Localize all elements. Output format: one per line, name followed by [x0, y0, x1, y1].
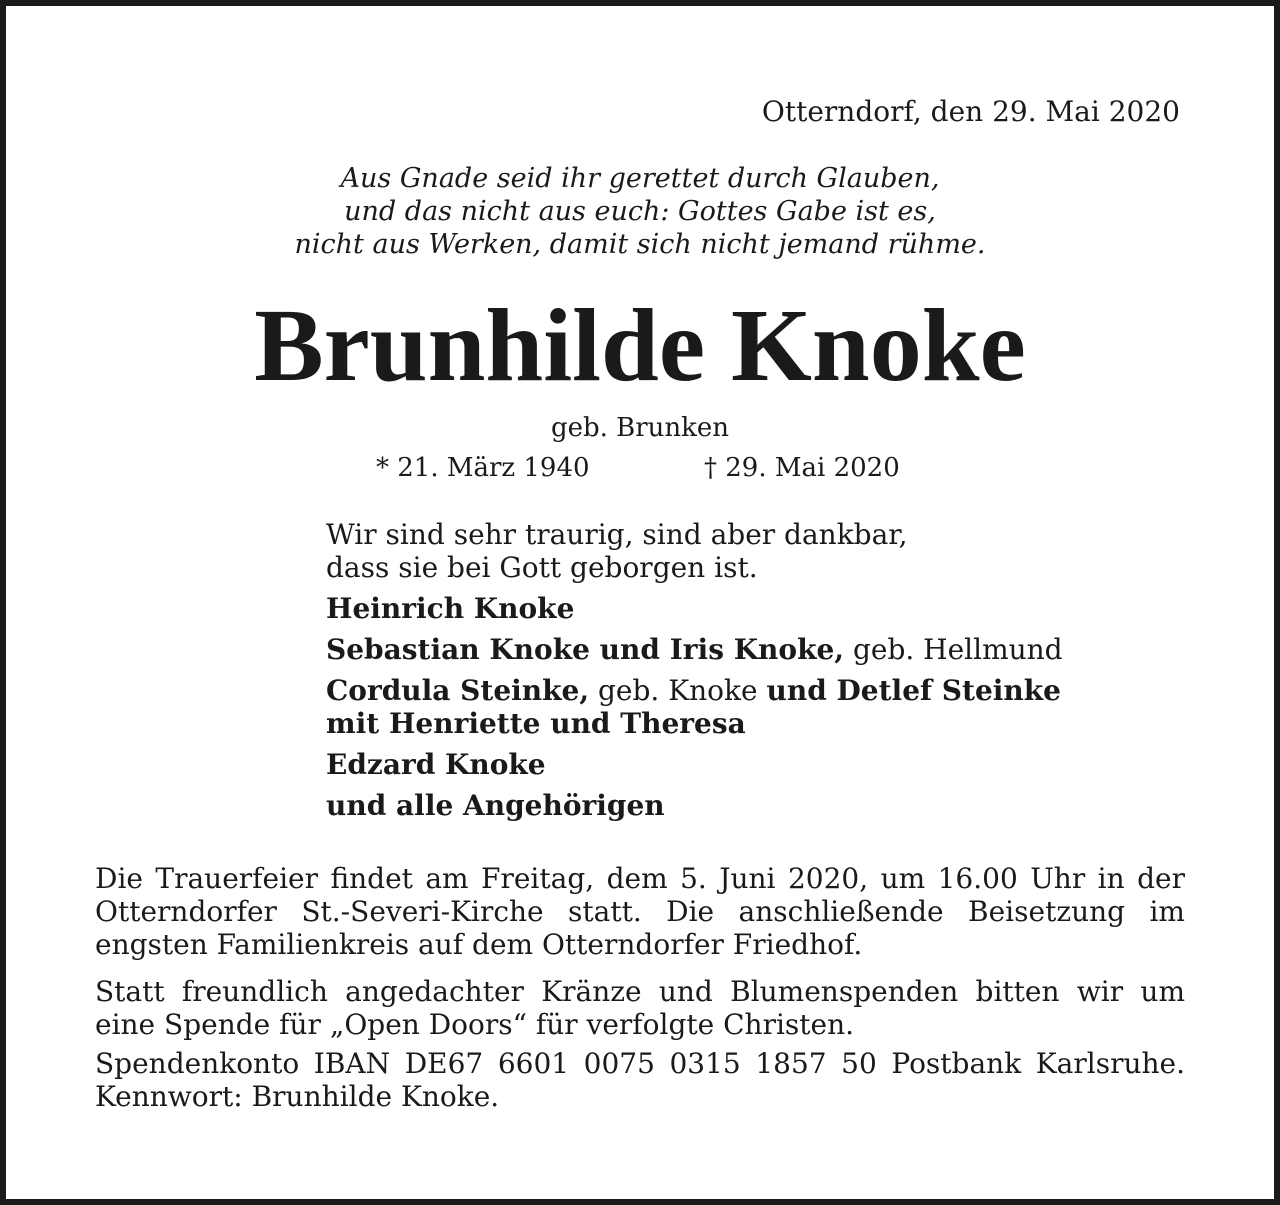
intro-line-2: dass sie bei Gott geborgen ist. [326, 551, 758, 584]
mourner-edzard [326, 748, 1063, 781]
donation-request: Statt freundlich angedachter Kränze und Blumenspenden bitten wir um eine Spende für „Open Doors“ für verfolgte Christen. [95, 975, 1185, 1041]
mourner-heinrich [326, 592, 1063, 625]
place-date: Otterndorf, den 29. Mai 2020 [761, 95, 1180, 128]
deceased-name: Brunhilde Knoke [254, 288, 1026, 403]
death-date: † 29. Mai 2020 [704, 453, 900, 483]
mourner-maiden: geb. Hellmund [844, 633, 1063, 666]
mourner-cordula [326, 674, 1063, 707]
mourner-maiden: geb. Knoke [589, 674, 767, 707]
mourner-children [326, 707, 1063, 740]
maiden-name: geb. Brunken [550, 413, 730, 443]
verse-line-3: nicht aus Werken, damit sich nicht jemand rühme. [294, 229, 986, 260]
mourners-block [326, 518, 1063, 822]
mourner-name: mit Henriette und Theresa [326, 707, 746, 740]
bible-verse [6, 162, 1274, 261]
intro-line-1: Wir sind sehr traurig, sind aber dankbar, [326, 518, 908, 551]
mourner-all [326, 789, 1063, 822]
birth-date: * 21. März 1940 [376, 453, 590, 483]
mourner-name: Heinrich Knoke [326, 592, 575, 625]
verse-line-1: Aus Gnade seid ihr gerettet durch Glauben, [340, 163, 940, 194]
mourner-spouse: und Detlef Steinke [766, 674, 1061, 707]
mourner-name: und alle Angehörigen [326, 789, 665, 822]
mourner-name: Cordula Steinke, [326, 674, 590, 707]
mourner-name: Sebastian Knoke und Iris Knoke, [326, 633, 845, 666]
donation-account: Spendenkonto IBAN DE67 6601 0075 0315 1857 50 Postbank Karlsruhe. Kennwort: Brunhilde Knoke. [95, 1047, 1185, 1113]
funeral-notice: Die Trauerfeier findet am Freitag, dem 5. Juni 2020, um 16.00 Uhr in der Otterndorfer St.-Severi-Kirche statt. Die anschließende Beisetzung im engsten Familienkreis auf dem Otterndorfer Friedhof. [95, 862, 1185, 961]
mourner-name: Edzard Knoke [326, 748, 546, 781]
verse-line-2: und das nicht aus euch: Gottes Gabe ist es, [344, 196, 936, 227]
mourner-sebastian [326, 633, 1063, 666]
